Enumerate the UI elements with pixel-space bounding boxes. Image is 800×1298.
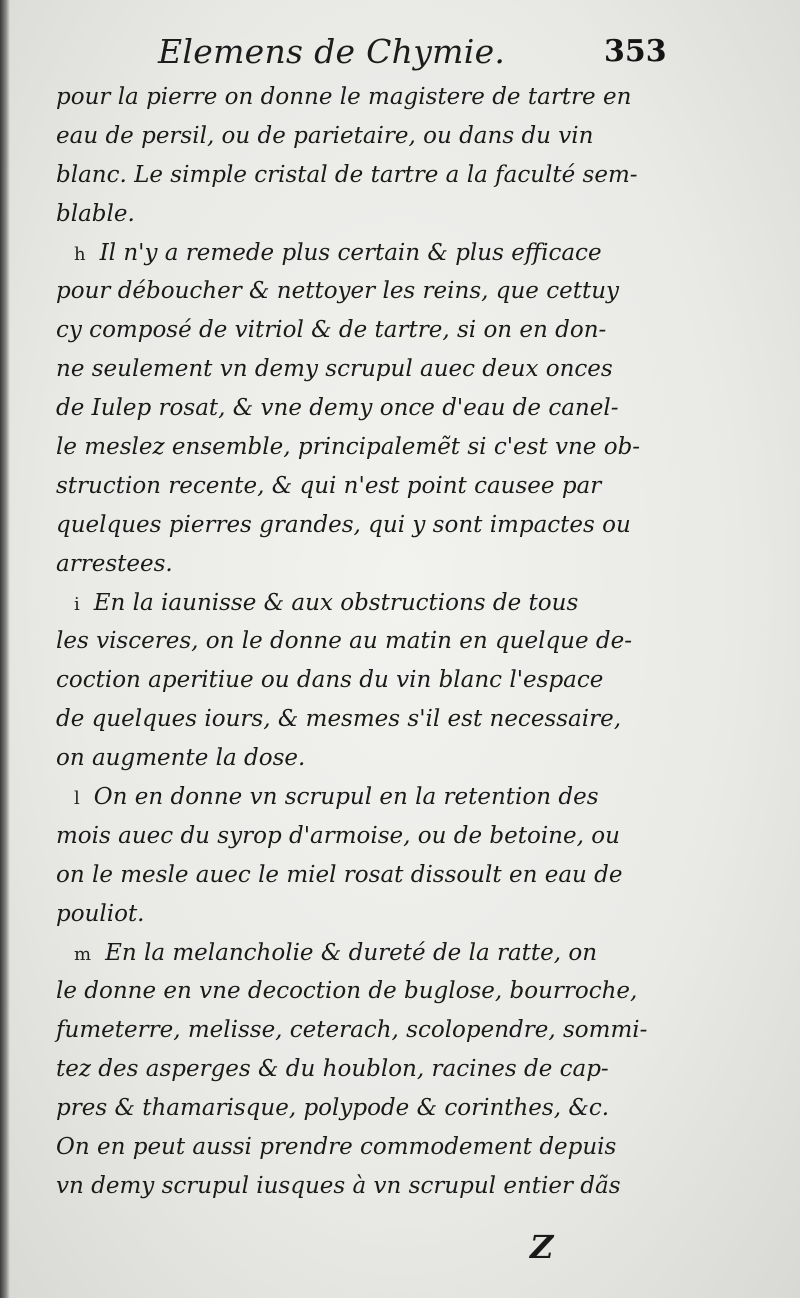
text-line	[56, 1167, 676, 1206]
page-number: 353	[604, 34, 667, 69]
line-text: on augmente la dose.	[56, 745, 306, 772]
text-line	[56, 622, 676, 661]
body-text	[56, 78, 676, 1206]
text-line	[56, 272, 676, 311]
paragraph-marker: l	[74, 788, 80, 810]
line-text: pres & thamarisque, polypode & corinthes, &c.	[56, 1095, 610, 1122]
text-line	[56, 545, 676, 584]
text-line	[56, 1089, 676, 1128]
line-text: On en peut aussi prendre commodement depuis	[56, 1134, 617, 1161]
line-text: En la iaunisse & aux obstructions de tous	[93, 589, 579, 616]
line-text: coction aperitiue ou dans du vin blanc l'espace	[56, 667, 604, 694]
text-line	[56, 117, 676, 156]
line-text: pour la pierre on donne le magistere de tartre en	[56, 84, 632, 110]
text-line	[56, 78, 676, 117]
text-line	[56, 778, 676, 817]
paragraph-marker: m	[74, 943, 92, 965]
text-line	[56, 934, 676, 973]
paragraph-marker: h	[74, 243, 86, 265]
line-text: eau de persil, ou de parietaire, ou dans du vin	[56, 122, 594, 149]
line-text: struction recente, & qui n'est point causee par	[56, 472, 602, 499]
paragraph-marker: i	[74, 593, 80, 615]
text-line	[56, 1128, 676, 1167]
line-text: pour déboucher & nettoyer les reins, que cettuy	[56, 278, 619, 305]
text-line	[56, 856, 676, 895]
text-line	[56, 311, 676, 350]
line-text: quelques pierres grandes, qui y sont impactes ou	[56, 511, 631, 538]
line-text: tez des asperges & du houblon, racines de cap-	[56, 1056, 609, 1083]
page-header	[0, 18, 800, 78]
text-line	[56, 428, 676, 467]
line-text: ne seulement vn demy scrupul auec deux onces	[56, 356, 613, 383]
line-text: arrestees.	[56, 550, 173, 577]
line-text: le donne en vne decoction de buglose, bourroche,	[56, 978, 638, 1005]
text-line	[56, 584, 676, 623]
line-text: On en donne vn scrupul en la retention des	[93, 784, 599, 811]
line-text: mois auec du syrop d'armoise, ou de betoine, ou	[56, 822, 620, 849]
text-line	[56, 739, 676, 778]
line-text: de quelques iours, & mesmes s'il est necessaire,	[56, 706, 622, 733]
text-line	[56, 972, 676, 1011]
running-title: Elemens de Chymie.	[158, 32, 506, 71]
line-text: les visceres, on le donne au matin en quelque de-	[56, 628, 633, 655]
text-line	[56, 1050, 676, 1089]
line-text: vn demy scrupul iusques à vn scrupul entier dãs	[56, 1172, 621, 1199]
text-line	[56, 661, 676, 700]
signature-mark: Z	[530, 1228, 554, 1266]
text-line	[56, 467, 676, 506]
line-text: pouliot.	[56, 900, 145, 927]
page-binding-shadow	[0, 0, 10, 1298]
text-line	[56, 350, 676, 389]
line-text: le meslez ensemble, principalemẽt si c'est vne ob-	[56, 434, 641, 461]
line-text: Il n'y a remede plus certain & plus efficace	[99, 239, 602, 266]
line-text: fumeterre, melisse, ceterach, scolopendre, sommi-	[56, 1017, 648, 1044]
text-line	[56, 234, 676, 273]
line-text: cy composé de vitriol & de tartre, si on en don-	[56, 317, 607, 344]
text-line	[56, 1011, 676, 1050]
text-line	[56, 895, 676, 934]
line-text: on le mesle auec le miel rosat dissoult en eau de	[56, 861, 623, 888]
text-line	[56, 156, 676, 195]
text-line	[56, 389, 676, 428]
line-text: de Iulep rosat, & vne demy once d'eau de canel-	[56, 395, 619, 422]
text-line	[56, 506, 676, 545]
line-text: blanc. Le simple cristal de tartre a la faculté sem-	[56, 161, 638, 188]
line-text: blable.	[56, 200, 135, 227]
text-line	[56, 700, 676, 739]
text-line	[56, 817, 676, 856]
line-text: En la melancholie & dureté de la ratte, on	[105, 939, 598, 966]
text-line	[56, 195, 676, 234]
